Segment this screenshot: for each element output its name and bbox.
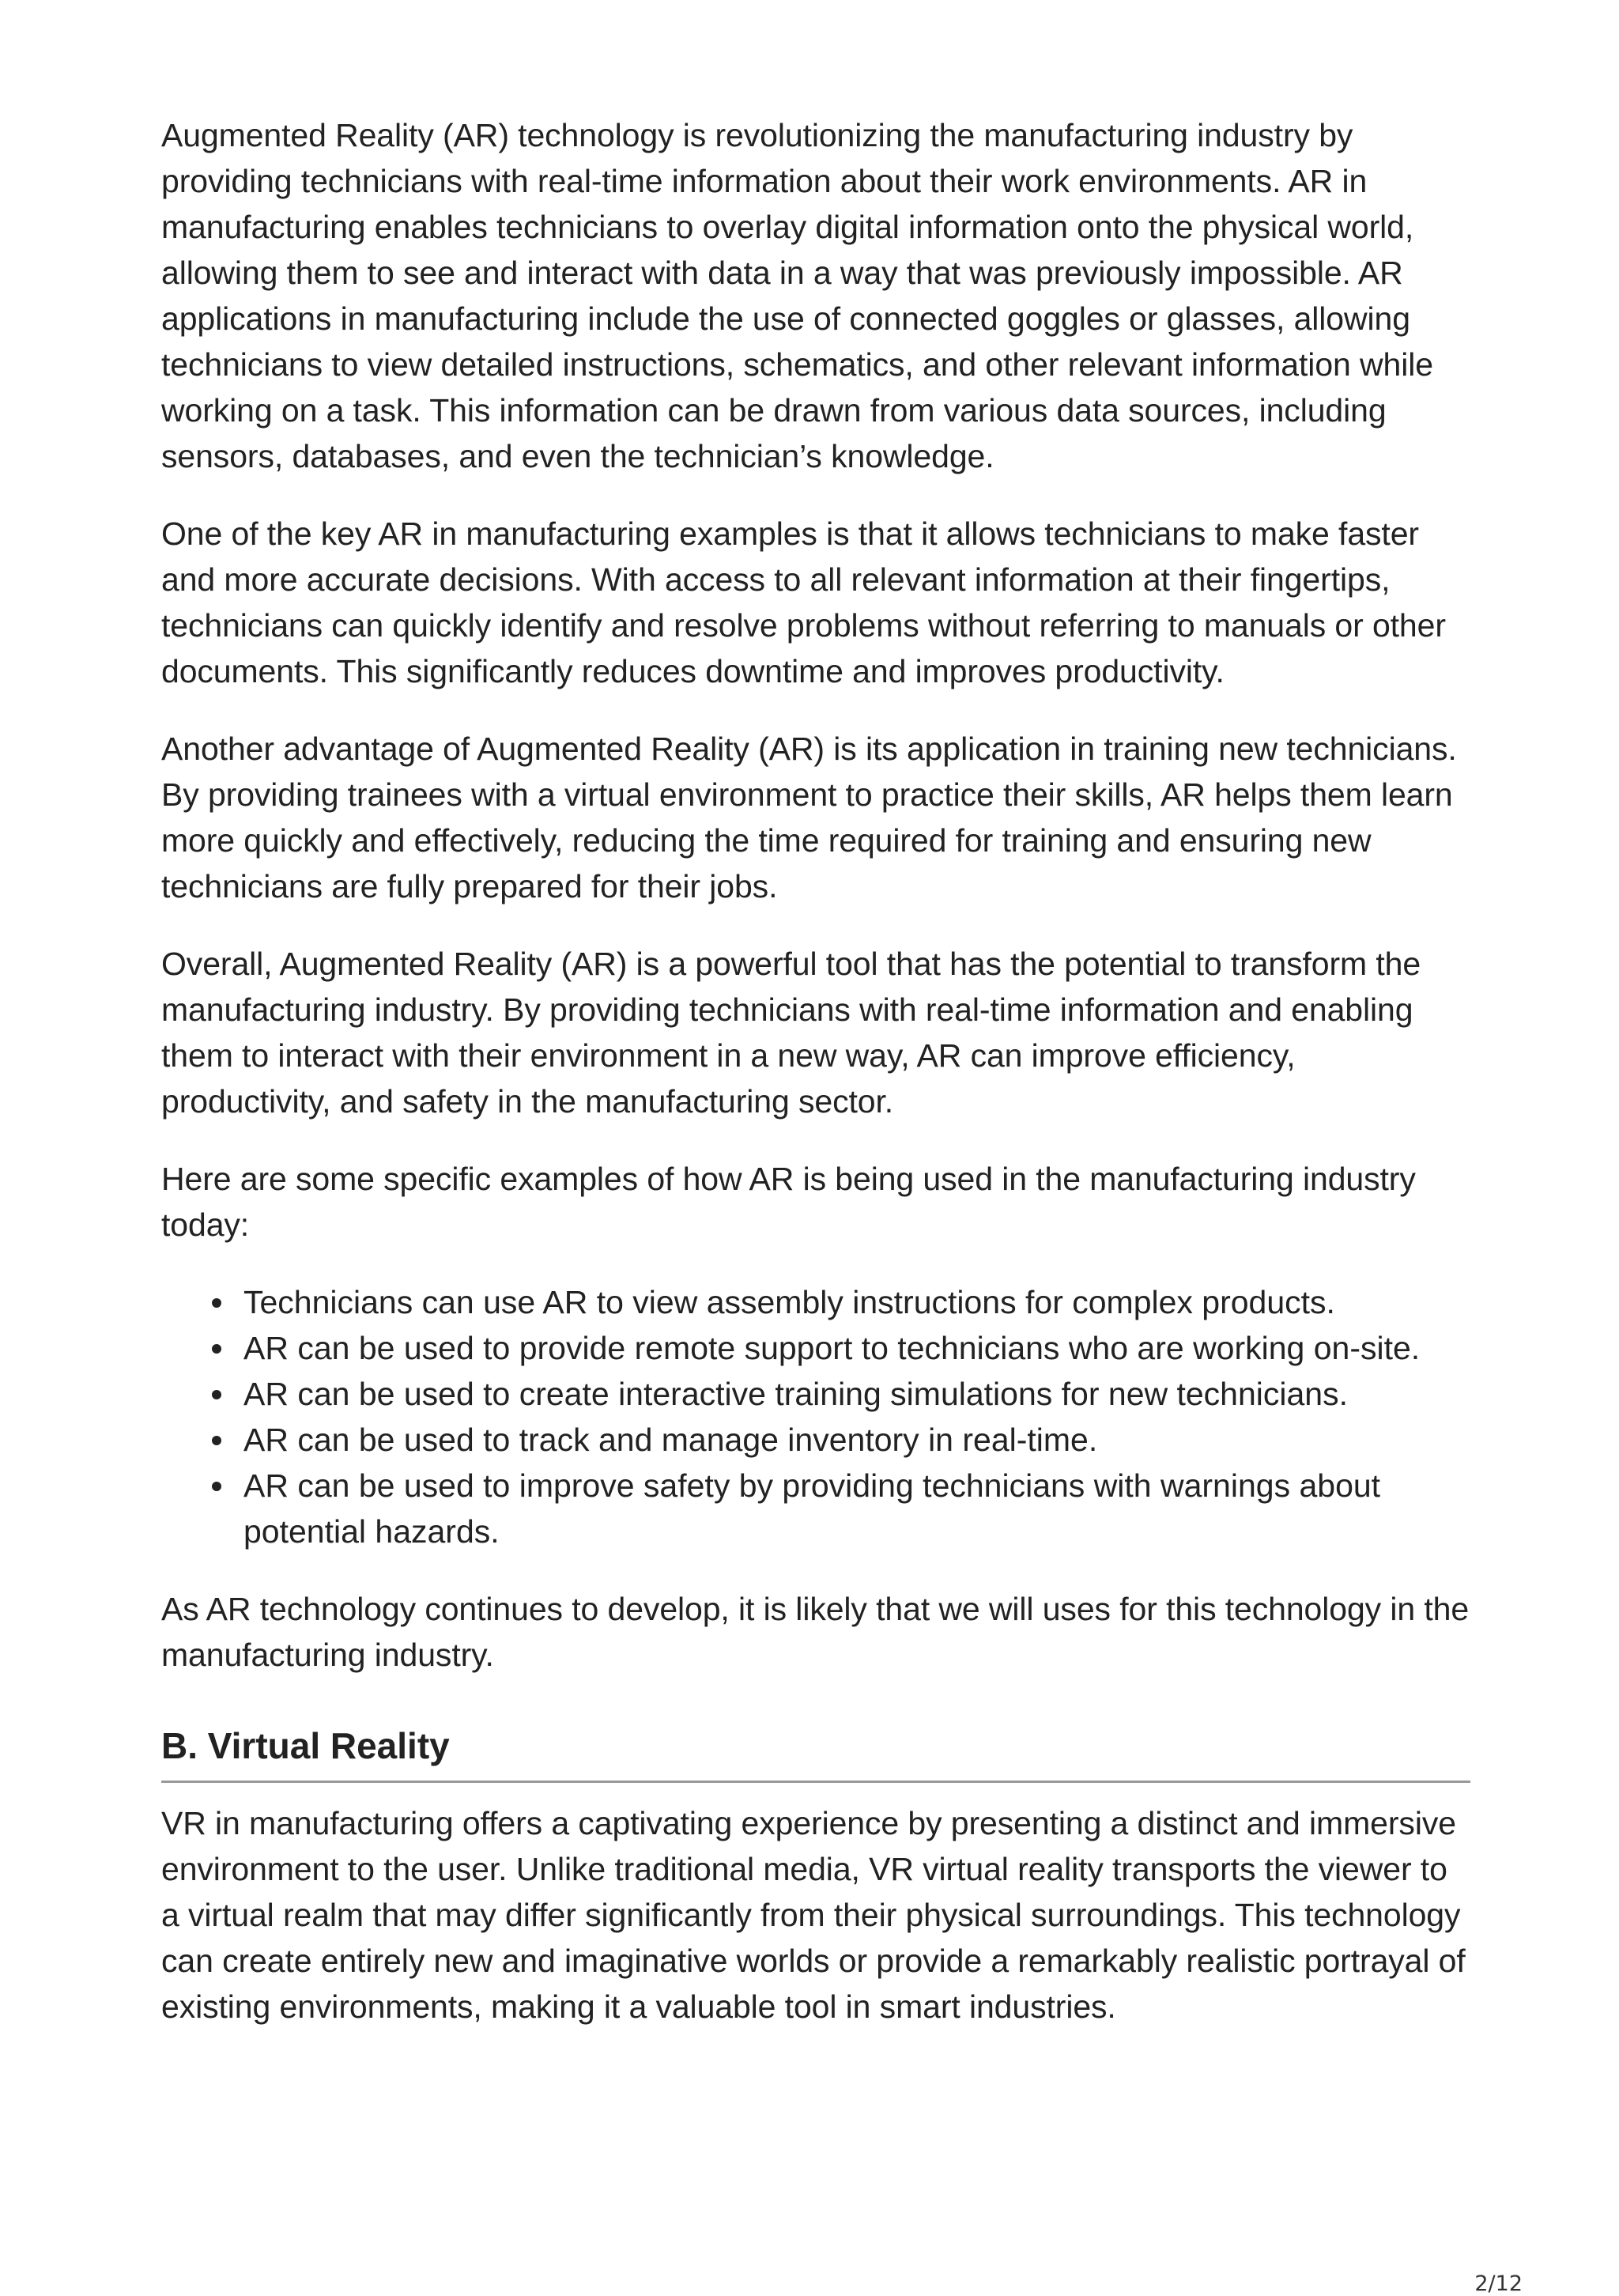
ar-intro-paragraph: Augmented Reality (AR) technology is revolutionizing the manufacturing industry by providing technicians with real-time information about their work environments. AR in manufacturing enables technicians to overlay digital information onto the physical world, allowing them to see and interact with data in a way that was previously impossible. AR applications in manufacturing include the use of connected goggles or glasses, allowing technicians to view detailed instructions, schematics, and other relevant information while working on a task. This information can be drawn from various data sources, including sensors, databases, and even the technician’s knowledge. [161, 117, 1433, 474]
list-item [243, 1279, 1470, 1325]
list-item [243, 1371, 1470, 1417]
list-item [243, 1325, 1470, 1371]
bullet-icon [212, 1298, 221, 1308]
ar-closing-paragraph: As AR technology continues to develop, it is likely that we will uses for this technology in the manufacturing industry. [161, 1591, 1470, 1673]
page-number: 2/12 [1474, 2271, 1523, 2296]
ar-examples-list [161, 1279, 1470, 1554]
list-item-text: AR can be used to create interactive training simulations for new technicians. [243, 1376, 1349, 1412]
list-item-text: AR can be used to provide remote support to technicians who are working on-site. [243, 1330, 1421, 1366]
bullet-icon [212, 1390, 221, 1399]
ar-overall-paragraph: Overall, Augmented Reality (AR) is a powerful tool that has the potential to transform the manufacturing industry. By providing technicians with real-time information and enabling them to interact with their environment in a new way, AR can improve efficiency, productivity, and safety in the manufacturing sector. [161, 946, 1421, 1120]
list-item-text: Technicians can use AR to view assembly instructions for complex products. [243, 1284, 1335, 1320]
section-heading-virtual-reality: B. Virtual Reality [161, 1722, 1470, 1783]
ar-examples-intro-paragraph: Here are some specific examples of how AR is being used in the manufacturing industry today: [161, 1161, 1416, 1243]
list-item [243, 1417, 1470, 1463]
vr-paragraph: VR in manufacturing offers a captivating experience by presenting a distinct and immersive environment to the user. Unlike traditional media, VR virtual reality transports the viewer to a virtual realm that may differ significantly from their physical surroundings. This technology can create entirely new and imaginative worlds or provide a remarkably realistic portrayal of existing environments, making it a valuable tool in smart industries. [161, 1805, 1466, 2025]
bullet-icon [212, 1344, 221, 1354]
ar-decisions-paragraph: One of the key AR in manufacturing examples is that it allows technicians to make faster and more accurate decisions. With access to all relevant information at their fingertips, technicians can quickly identify and resolve problems without referring to manuals or other documents. This significantly reduces downtime and improves productivity. [161, 515, 1446, 689]
list-item-text: AR can be used to track and manage inventory in real-time. [243, 1422, 1098, 1458]
bullet-icon [212, 1482, 221, 1491]
bullet-icon [212, 1436, 221, 1445]
document-page [161, 112, 1470, 2061]
list-item [243, 1463, 1470, 1554]
list-item-text: AR can be used to improve safety by providing technicians with warnings about potential hazards. [243, 1467, 1381, 1550]
ar-training-paragraph: Another advantage of Augmented Reality (AR) is its application in training new technicians. By providing trainees with a virtual environment to practice their skills, AR helps them learn more quickly and effectively, reducing the time required for training and ensuring new technicians are fully prepared for their jobs. [161, 731, 1457, 904]
